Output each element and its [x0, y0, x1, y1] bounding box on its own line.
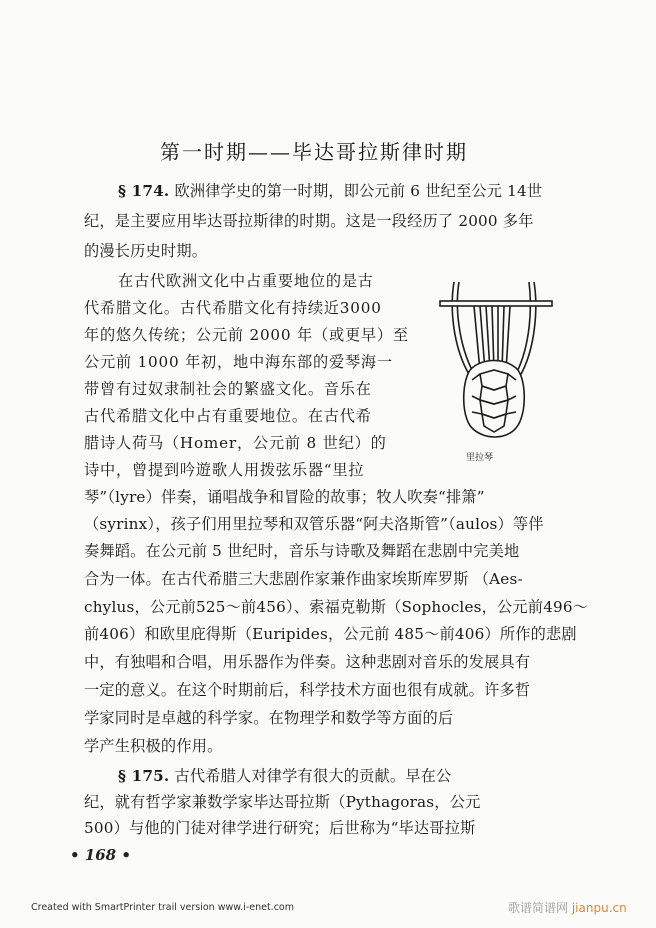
paragraph-line: 在古代欧洲文化中占重要地位的是古 — [118, 272, 374, 290]
paragraph-174-line-1 — [118, 181, 542, 201]
paragraph-175-line-2: 纪，就有哲学家兼数学家毕达哥拉斯（Pythagoras，公元 — [84, 793, 481, 811]
paragraph-line: 年的悠久传统；公元前 2000 年（或更早）至 — [84, 326, 409, 344]
watermark-url: jianpu.cn — [571, 901, 627, 915]
paragraph-line: 带曾有过奴隶制社会的繁盛文化。音乐在 — [84, 380, 372, 398]
paragraph-line: 学产生积极的作用。 — [84, 737, 223, 755]
paragraph-line: （syrinx），孩子们用里拉琴和双管乐器“阿夫洛斯管”（aulos）等伴 — [84, 515, 544, 533]
text: 古代希腊人对律学有很大的贡献。早在公 — [174, 767, 452, 785]
paragraph-line: 公元前 1000 年初，地中海东部的爱琴海一 — [84, 353, 393, 371]
paragraph-175-line-1 — [118, 766, 451, 786]
paragraph-line: 古代希腊文化中占有重要地位。在古代希 — [84, 407, 372, 425]
paragraph-line: 一定的意义。在这个时期前后，科学技术方面也很有成就。许多哲 — [84, 681, 531, 699]
paragraph-line: 合为一体。在古代希腊三大悲剧作家兼作曲家埃斯库罗斯 （Aes- — [84, 570, 523, 588]
paragraph-174-line-3: 的漫长历史时期。 — [84, 242, 208, 260]
paragraph-line: 腊诗人荷马（Homer，公元前 8 世纪）的 — [84, 434, 387, 452]
paragraph-line: 学家同时是卓越的科学家。在物理学和数学等方面的后 — [84, 709, 454, 727]
watermark-smartprinter: Created with SmartPrinter trail version www.i-enet.com — [31, 902, 294, 913]
page-number: • 168 • — [70, 846, 131, 864]
watermark-jianpu — [508, 899, 627, 916]
paragraph-line: 琴”（lyre）伴奏，诵唱战争和冒险的故事；牧人吹奏“排箫” — [84, 488, 485, 506]
paragraph-175-line-3: 500）与他的门徒对律学进行研究；后世称为“毕达哥拉斯 — [84, 819, 476, 837]
paragraph-line: 中，有独唱和合唱，用乐器作为伴奏。这种悲剧对音乐的发展具有 — [84, 653, 531, 671]
paragraph-line: 奏舞蹈。在公元前 5 世纪时，音乐与诗歌及舞蹈在悲剧中完美地 — [84, 542, 520, 560]
section-number: § 175. — [118, 767, 170, 785]
text: 欧洲律学史的第一时期，即公元前 6 世纪至公元 14世 — [174, 182, 543, 200]
lyre-illustration-icon — [432, 276, 562, 466]
watermark-cn-text: 歌谱简谱网 — [508, 901, 569, 915]
chapter-title: 第一时期——毕达哥拉斯律时期 — [160, 140, 468, 164]
paragraph-line: chylus，公元前525～前456）、索福克勒斯（Sophocles，公元前496～ — [84, 598, 589, 616]
paragraph-line: 前406）和欧里庇得斯（Euripides，公元前 485～前406）所作的悲剧 — [84, 625, 577, 643]
paragraph-line: 诗中，曾提到吟遊歌人用拨弦乐器“里拉 — [84, 461, 365, 479]
paragraph-174-line-2: 纪，是主要应用毕达哥拉斯律的时期。这是一段经历了 2000 多年 — [84, 212, 534, 230]
paragraph-line: 代希腊文化。古代希腊文化有持续近3000 — [84, 299, 382, 317]
figure-caption: 里拉琴 — [466, 453, 494, 463]
section-number: § 174. — [118, 182, 170, 200]
